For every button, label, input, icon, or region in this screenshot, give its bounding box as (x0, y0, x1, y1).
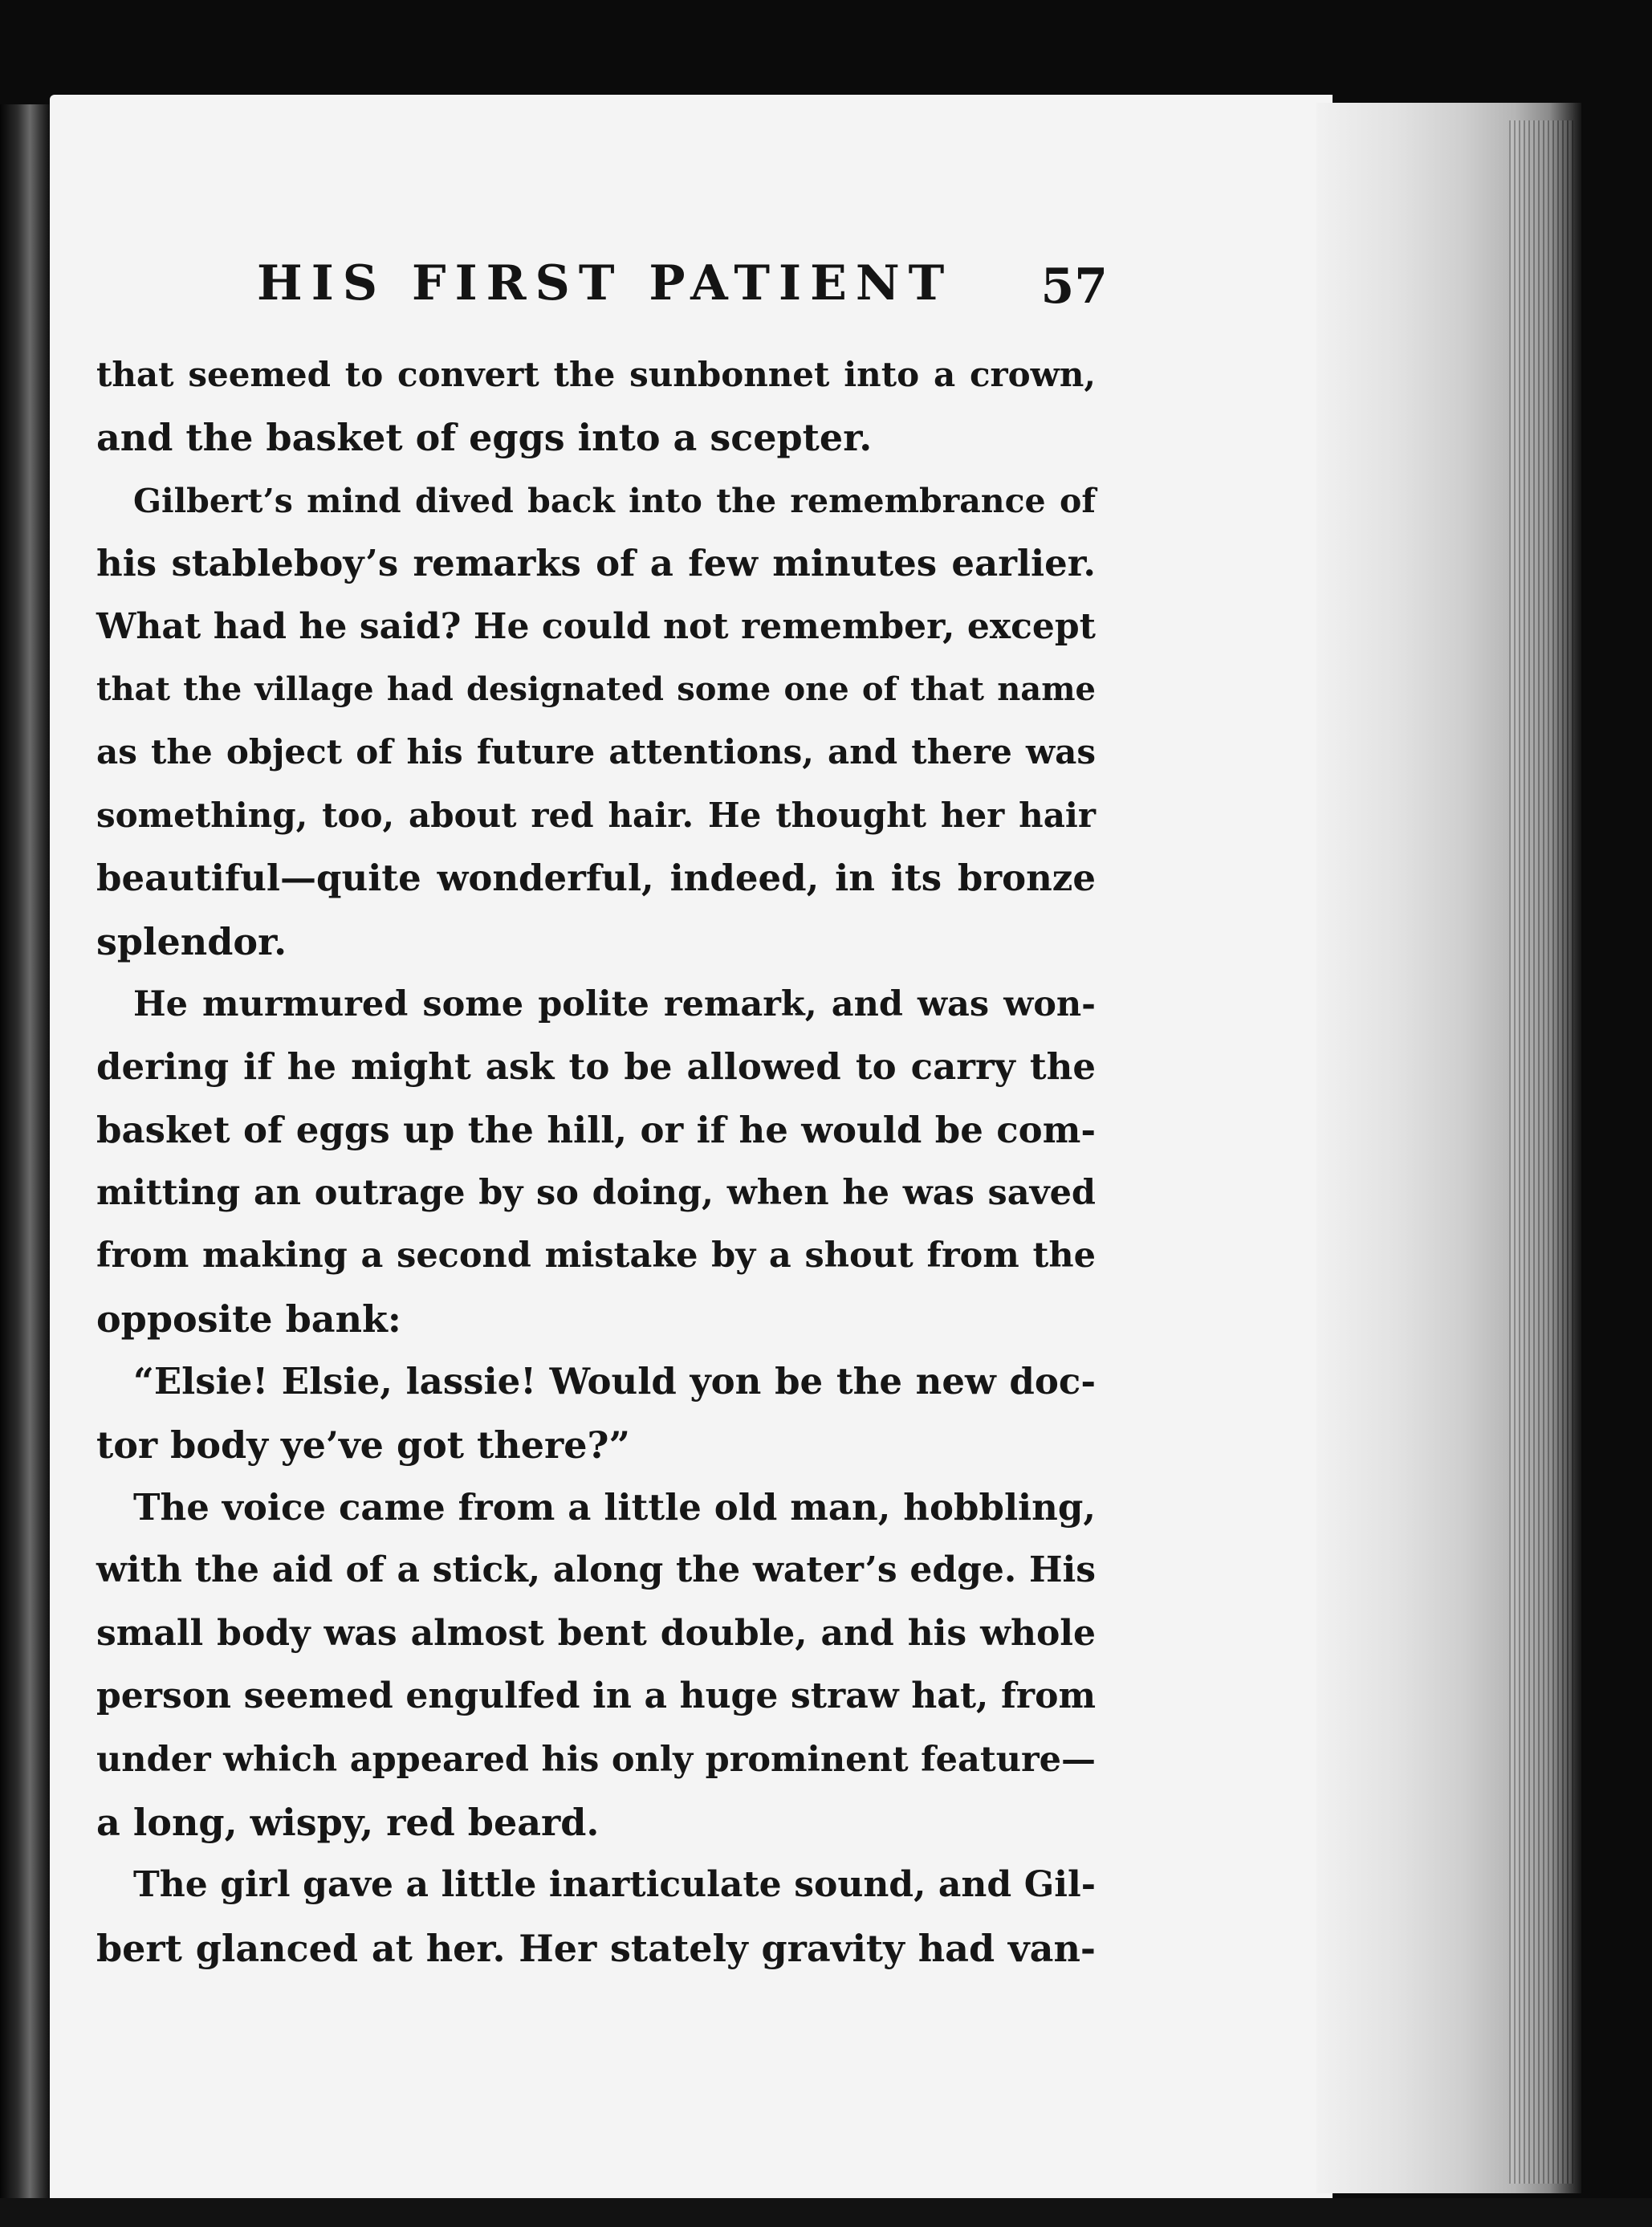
text-line: What had he said? He could not remember, except (96, 605, 1096, 647)
text-line: under which appeared his only prominent feature— (96, 1739, 1096, 1780)
text-line: a long, wispy, red beard. (96, 1800, 600, 1844)
text-line: with the aid of a stick, along the water’s edge. His (96, 1549, 1096, 1591)
text-line: as the object of his future attentions, and there was (96, 732, 1096, 772)
left-binding-shadow (0, 104, 50, 2200)
running-title: HIS FIRST PATIENT (257, 255, 954, 311)
text-line: that seemed to convert the sunbonnet into a crown, (96, 355, 1096, 394)
body-text (96, 344, 1096, 1980)
text-line: from making a second mistake by a shout from the (96, 1236, 1096, 1276)
text-line: beautiful—quite wonderful, indeed, in its bronze (96, 857, 1096, 900)
text-line: The girl gave a little inarticulate sound, and Gil- (133, 1864, 1096, 1906)
page-edge-lines (1509, 120, 1573, 2184)
text-line: something, too, about red hair. He thought her hair (96, 795, 1096, 835)
text-line: basket of eggs up the hill, or if he would be com- (96, 1108, 1096, 1151)
text-line: “Elsie! Elsie, lassie! Would yon be the new doc- (133, 1360, 1096, 1403)
text-line: small body was almost bent double, and his whole (96, 1612, 1096, 1654)
page-number: 57 (1040, 259, 1108, 315)
text-line: The voice came from a little old man, hobbling, (133, 1486, 1096, 1529)
text-line: splendor. (96, 919, 287, 963)
text-line: and the basket of eggs into a scepter. (96, 416, 873, 460)
page-header (257, 255, 1108, 328)
text-line: bert glanced at her. Her stately gravity had van- (96, 1926, 1096, 1970)
text-line: mitting an outrage by so doing, when he was saved (96, 1173, 1096, 1214)
text-line: person seemed engulfed in a huge straw hat, from (96, 1675, 1096, 1717)
text-line: dering if he might ask to be allowed to carry the (96, 1045, 1096, 1089)
text-line: tor body ye’ve got there?” (96, 1423, 630, 1467)
text-line: He murmured some polite remark, and was won- (133, 983, 1096, 1024)
bottom-scan-border (0, 2198, 1652, 2227)
text-line: opposite bank: (96, 1297, 401, 1341)
text-line: that the village had designated some one of that name (96, 670, 1096, 708)
text-line: Gilbert’s mind dived back into the remembrance of (133, 481, 1096, 520)
text-line: his stableboy’s remarks of a few minutes earlier. (96, 542, 1096, 585)
